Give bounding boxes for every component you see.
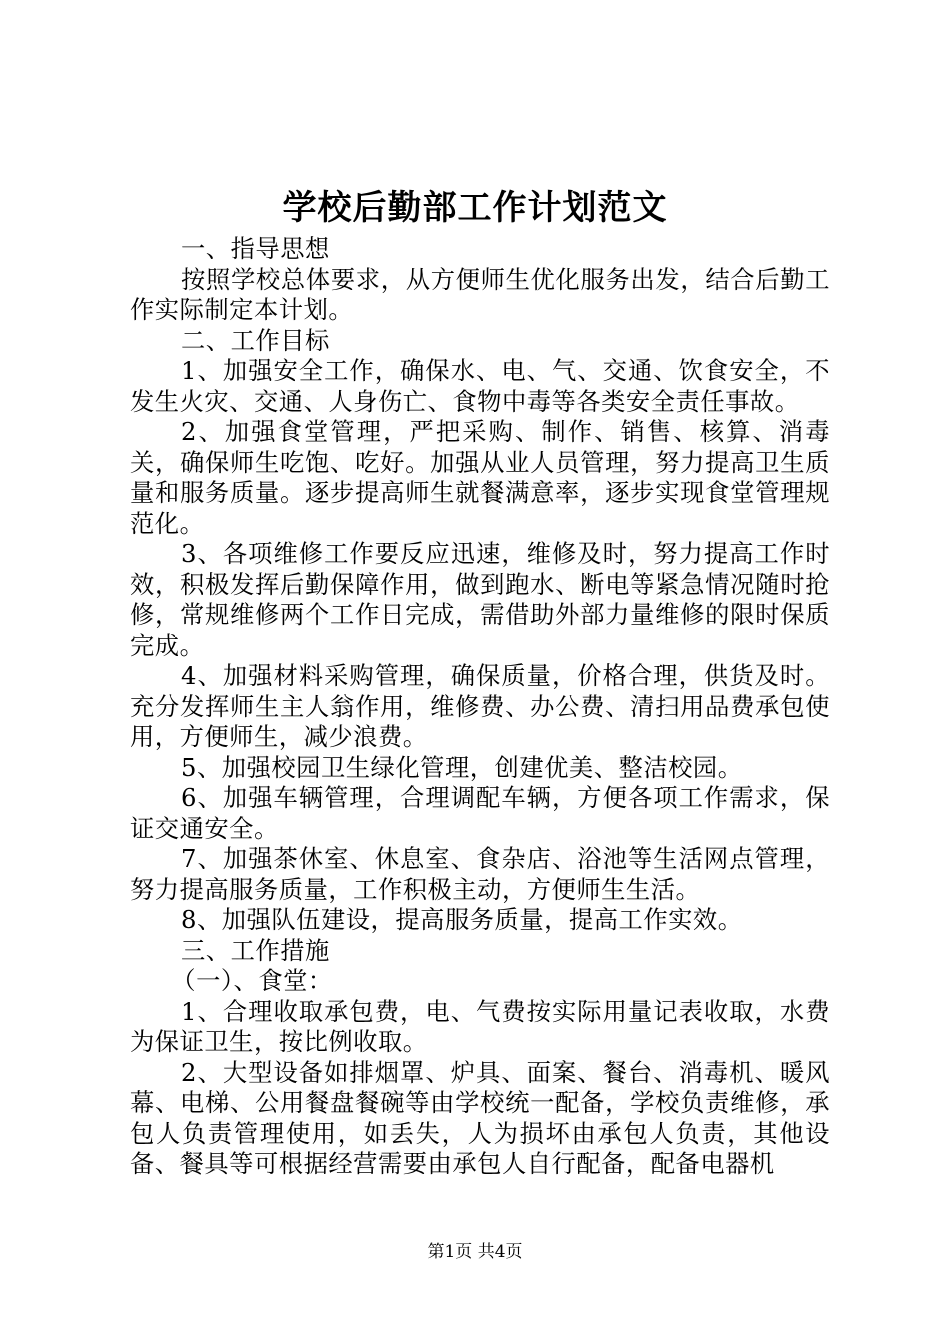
paragraph: 7、加强茶休室、休息室、食杂店、浴池等生活网点管理，努力提高服务质量，工作积极主动，方便师生生活。 [130,844,830,904]
paragraph: 8、加强队伍建设，提高服务质量，提高工作实效。 [181,905,743,934]
paragraph: 1、合理收取承包费，电、气费按实际用量记表收取，水费为保证卫生，按比例收取。 [130,996,830,1056]
paragraph: 1、加强安全工作，确保水、电、气、交通、饮食安全，不发生火灾、交通、人身伤亡、食物中毒等各类安全责任事故。 [130,356,830,416]
paragraph: 3、各项维修工作要反应迅速，维修及时，努力提高工作时效，积极发挥后勤保障作用，做到跑水、断电等紧急情况随时抢修，常规维修两个工作日完成，需借助外部力量维修的限时保质完成。 [130,539,830,660]
paragraph: 2、加强食堂管理，严把采购、制作、销售、核算、消毒关，确保师生吃饱、吃好。加强从业人员管理，努力提高卫生质量和服务质量。逐步提高师生就餐满意率，逐步实现食堂管理规范化。 [130,417,830,538]
paragraph: 2、大型设备如排烟罩、炉具、面案、餐台、消毒机、暖风幕、电梯、公用餐盘餐碗等由学校统一配备，学校负责维修，承包人负责管理使用，如丢失，人为损坏由承包人负责，其他设备、餐具等可根据经营需要由承包人自行配备，配备电器机 [130,1057,830,1178]
section-heading: 二、工作目标 [181,325,330,355]
paragraph: 按照学校总体要求，从方便师生优化服务出发，结合后勤工作实际制定本计划。 [130,264,830,324]
subsection-heading: （一）、食堂： [171,966,333,995]
paragraph: 6、加强车辆管理，合理调配车辆，方便各项工作需求，保证交通安全。 [130,783,830,843]
section-heading: 三、工作措施 [181,935,330,965]
document-title: 学校后勤部工作计划范文 [282,188,668,228]
section-heading: 一、指导思想 [181,234,330,263]
document-body [130,234,830,1180]
paragraph: 5、加强校园卫生绿化管理，创建优美、整洁校园。 [181,752,743,782]
paragraph: 4、加强材料采购管理，确保质量，价格合理，供货及时。充分发挥师生主人翁作用，维修费、办公费、清扫用品费承包使用，方便师生，减少浪费。 [130,661,830,751]
page-footer: 第1页 共4页 [427,1242,523,1262]
